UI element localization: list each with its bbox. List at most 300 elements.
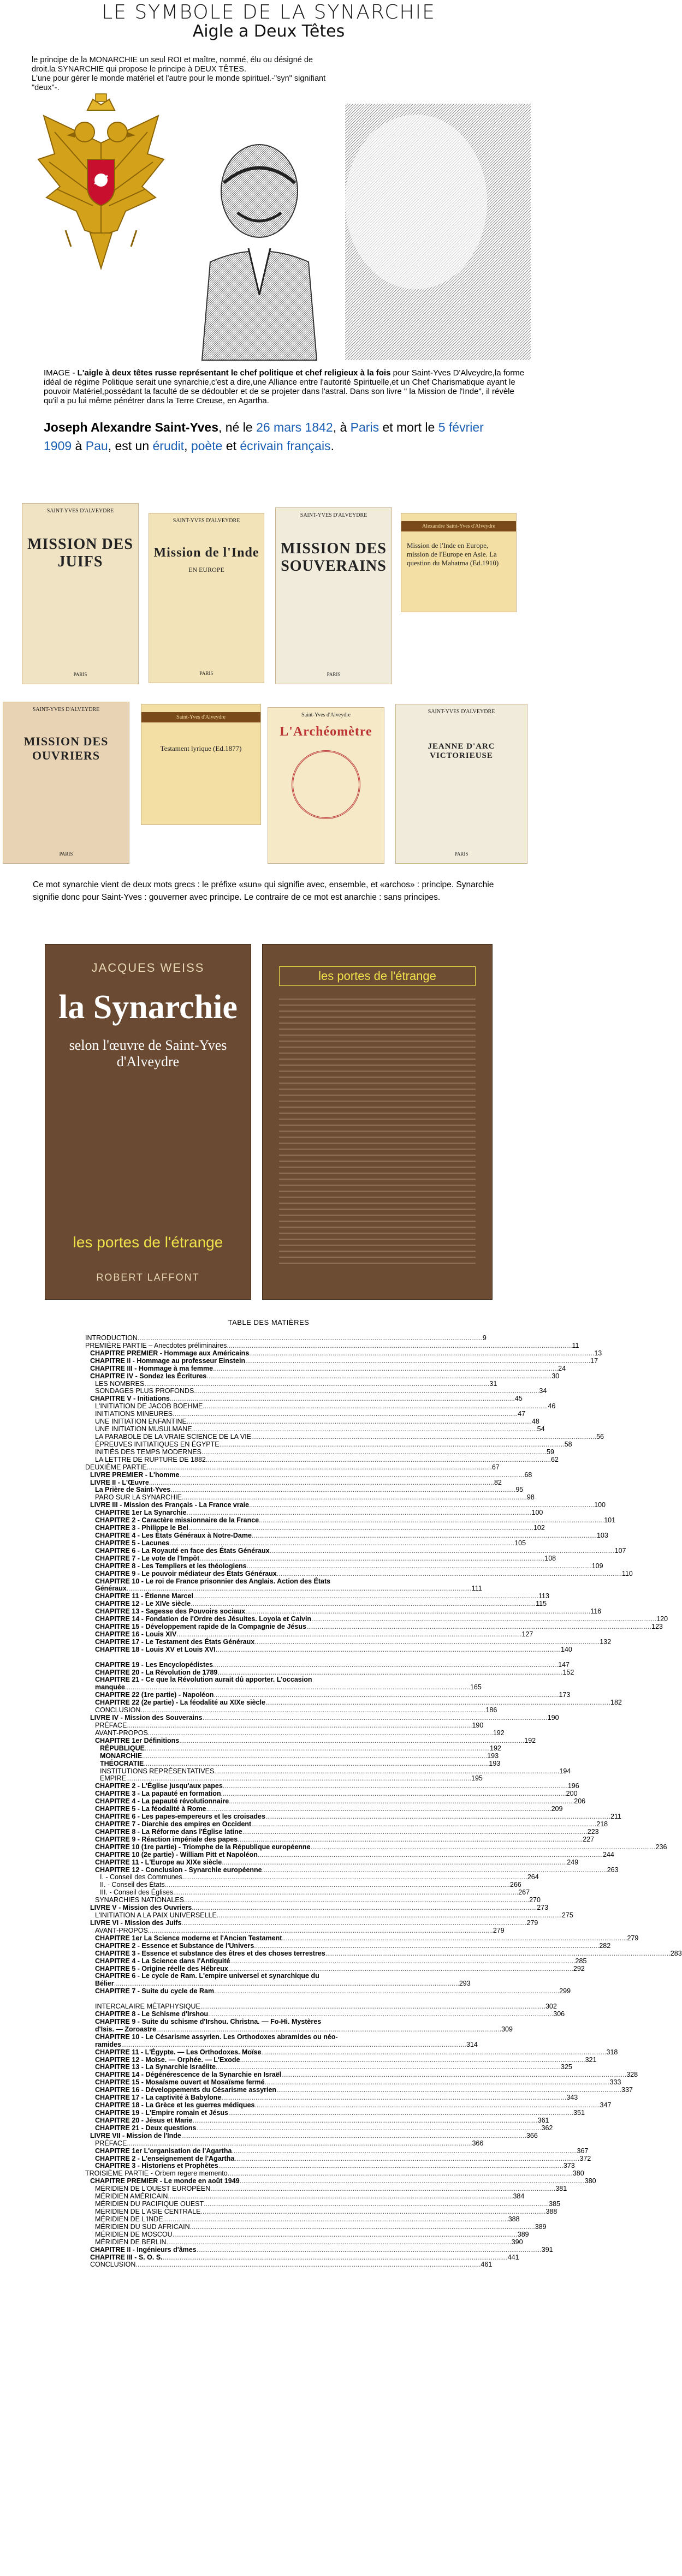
toc-page-number: 102 (533, 1524, 545, 1532)
toc-leader-dots (249, 1502, 594, 1509)
toc-page-number: 373 (563, 2162, 575, 2170)
toc-leader-dots (192, 1426, 537, 1433)
toc-page-number: 366 (472, 2139, 484, 2147)
toc-leader-dots (186, 1509, 531, 1517)
toc-page-number: 388 (508, 2215, 520, 2223)
toc-page-number: 116 (590, 1607, 602, 1616)
caption-lead: IMAGE - (44, 368, 78, 378)
toc-page-number: 47 (518, 1410, 526, 1418)
toc-entry-title: CHAPITRE 1er L'organisation de l'Agartha (95, 2147, 232, 2155)
toc-entry-title: CHAPITRE 5 - Origine réelle des Hébreux (95, 1964, 228, 1973)
toc-leader-dots (252, 1532, 597, 1540)
toc-leader-dots (270, 1547, 615, 1555)
toc-entry-title: CHAPITRE 17 - Le Testament des États Généraux (95, 1637, 255, 1646)
toc-entry (85, 2139, 484, 2148)
toc-page-number: 337 (621, 2086, 633, 2094)
toc-entry-title: CHAPITRE 13 - La Synarchie Israélite (95, 2063, 216, 2071)
toc-leader-dots (217, 1912, 562, 1920)
toc-page-number: 193 (487, 1752, 499, 1760)
toc-leader-dots (232, 2148, 577, 2155)
toc-leader-dots (325, 1950, 671, 1958)
toc-entry-title: MÉRIDIEN AMÉRICAIN (95, 2192, 168, 2201)
toc-entry-title: CHAPITRE 18 - La Grèce et les guerres médiques (95, 2101, 255, 2109)
toc-entry-title: CHAPITRE 7 - Le vote de l'Impôt (95, 1554, 200, 1562)
toc-entry (85, 1432, 604, 1441)
toc-entry (85, 1578, 407, 1586)
toc-leader-dots (170, 1395, 515, 1403)
toc-page-number: 195 (471, 1774, 483, 1783)
toc-entry (85, 1980, 471, 1988)
toc-entry (85, 1516, 616, 1525)
intro-text (32, 56, 337, 93)
toc-entry-title: III. - Conseil des Églises (100, 1888, 174, 1897)
toc-entry (85, 2215, 520, 2224)
toc-entry (85, 1813, 621, 1821)
toc-entry-title: CHAPITRE 3 - Essence et substance des êtres et des choses terrestres (95, 1949, 325, 1957)
toc-page-number: 115 (536, 1600, 547, 1608)
toc-leader-dots (311, 1844, 656, 1851)
toc-entry-title: LIVRE V - Mission des Ouvriers (90, 1904, 192, 1912)
page-title: LE SYMBOLE DE LA SYNARCHIE (102, 1, 436, 23)
toc-entry-title: LIVRE PREMIER - L'homme (90, 1471, 180, 1479)
toc-leader-dots (234, 2155, 579, 2163)
la-synarchie-book-back (262, 944, 493, 1300)
toc-page-number: 165 (470, 1683, 482, 1692)
toc-entry-title: CHAPITRE 22 (1re partie) - Napoléon (95, 1691, 214, 1699)
toc-leader-dots (254, 1943, 599, 1950)
toc-page-number: 152 (562, 1668, 574, 1676)
toc-leader-dots (127, 1722, 472, 1730)
toc-entry-title: MÉRIDIEN DE MOSCOU (95, 2230, 173, 2238)
toc-page-number: 390 (511, 2238, 523, 2246)
book-publisher: PARIS (454, 851, 468, 857)
toc-entry (85, 1850, 614, 1859)
toc-page-number: 372 (579, 2154, 591, 2162)
toc-entry-title: CHAPITRE 6 - Les papes-empereurs et les croisades (95, 1813, 265, 1821)
toc-leader-dots (169, 1540, 514, 1547)
toc-page-number: 82 (494, 1478, 502, 1486)
toc-leader-dots (125, 1684, 470, 1692)
toc-page-number: 140 (560, 1645, 572, 1653)
toc-entry-title: DEUXIÈME PARTIE (85, 1463, 147, 1471)
toc-entry (85, 1493, 535, 1502)
toc-entry-title: LIVRE IV - Mission des Souverains (90, 1714, 203, 1722)
toc-entry (85, 1714, 559, 1722)
toc-leader-dots (258, 1851, 603, 1859)
toc-leader-dots (191, 1600, 536, 1608)
toc-page-number: 318 (606, 2048, 618, 2056)
bio-text: . (330, 439, 334, 453)
toc-leader-dots (222, 1859, 567, 1867)
toc-page-number: 34 (539, 1387, 547, 1395)
toc-page-number: 325 (561, 2063, 572, 2071)
toc-page-number: 17 (590, 1356, 598, 1365)
toc-leader-dots (173, 2231, 518, 2239)
toc-page-number: 283 (670, 1949, 682, 1957)
toc-entry-title: Généraux (95, 1585, 127, 1593)
toc-entry-title: MÉRIDIEN DE L'INDE (95, 2215, 163, 2223)
toc-page-number: 48 (531, 1418, 539, 1426)
toc-page-number: 279 (493, 1926, 505, 1934)
toc-entry (85, 1858, 579, 1867)
book-cover-mission-juifs (22, 503, 139, 684)
toc-entry (85, 2094, 578, 2102)
toc-entry (85, 2238, 523, 2246)
toc-entry (85, 2124, 553, 2132)
toc-entry (85, 1949, 682, 1958)
toc-entry (85, 2003, 557, 2011)
toc-entry-title: CHAPITRE 1er Définitions (95, 1736, 180, 1744)
toc-entry-title: CHAPITRE 16 - Louis XIV (95, 1630, 177, 1638)
toc-page-number: 62 (550, 1455, 559, 1463)
toc-page-number: 328 (626, 2071, 638, 2079)
toc-entry-title: RÉPUBLIQUE (100, 1744, 145, 1752)
toc-leader-dots (197, 2246, 542, 2254)
toc-page-number: 200 (566, 1790, 578, 1798)
toc-entry-title: LES NOMBRES (95, 1379, 145, 1388)
toc-page-number: 388 (545, 2207, 558, 2215)
toc-leader-dots (114, 1980, 459, 1988)
toc-page-number: 351 (573, 2109, 585, 2117)
toc-leader-dots (254, 1639, 600, 1646)
toc-entry (85, 1699, 622, 1707)
toc-leader-dots (182, 1494, 527, 1502)
toc-entry (85, 1531, 608, 1540)
toc-leader-dots (149, 1479, 494, 1487)
toc-leader-dots (188, 1525, 533, 1532)
toc-entry (85, 1805, 563, 1813)
image-caption (44, 368, 530, 405)
toc-entry-title: CHAPITRE 2 - Caractère missionnaire de la France (95, 1516, 259, 1525)
toc-page-number: 182 (610, 1699, 622, 1707)
intro-line: droit.la SYNARCHIE qui propose le principe à DEUX TÊTES. (32, 65, 247, 74)
portrait-engraving-image (186, 131, 333, 360)
toc-page-number: 249 (567, 1858, 579, 1866)
toc-entry (85, 2040, 478, 2049)
toc-page-number: 321 (585, 2055, 597, 2064)
toc-entry (85, 1607, 602, 1616)
toc-entry-title: CHAPITRE 19 - L'Empire romain et Jésus (95, 2109, 229, 2117)
toc-leader-dots (227, 1342, 572, 1350)
toc-entry (85, 1668, 574, 1677)
toc-page-number: 227 (583, 1835, 595, 1843)
toc-page-number: 54 (537, 1425, 545, 1433)
book-cover-mission-souverains (275, 507, 392, 684)
toc-page-number: 266 (509, 1881, 521, 1889)
toc-entry (85, 1941, 611, 1950)
toc-page-number: 68 (524, 1471, 532, 1479)
toc-entry-title: CHAPITRE IV - Sondez les Écritures (90, 1372, 207, 1380)
toc-entry-title: CHAPITRE PREMIER - Le monde en août 1949 (90, 2177, 240, 2185)
bio-text: , (184, 439, 191, 453)
toc-page-number: 58 (564, 1440, 572, 1448)
toc-entry (85, 1973, 407, 1980)
toc-entry-title: CHAPITRE 1er La Science moderne et l'Ancien Testament (95, 1934, 282, 1942)
toc-page-number: 193 (489, 1759, 501, 1767)
toc-entry-title: LIVRE III - Mission des Français - La France vraie (90, 1501, 250, 1509)
toc-leader-dots (184, 1897, 529, 1904)
book-subtitle: Mission de l'Inde en Europe, mission de l'Europe en Asie. La question du Mahatma (Ed.1910) (407, 541, 499, 567)
toc-page-number: 279 (526, 1918, 538, 1927)
toc-entry (85, 1334, 487, 1342)
toc-entry-title: MÉRIDIEN DE L'OUEST EUROPÉEN (95, 2185, 211, 2193)
toc-leader-dots (176, 1631, 521, 1639)
toc-entry (85, 1790, 578, 1798)
toc-page-number: 270 (529, 1896, 541, 1904)
toc-entry-title: UNE INITIATION ENFANTINE (95, 1418, 187, 1426)
toc-entry-title: L'INITIATION A LA PAIX UNIVERSELLE (95, 1911, 217, 1920)
book-author: SAINT-YVES D'ALVEYDRE (428, 709, 495, 715)
toc-entry (85, 2253, 519, 2262)
toc-page-number: 192 (493, 1729, 505, 1737)
toc-entry-title: PRÉFACE (95, 2139, 127, 2147)
toc-leader-dots (245, 1358, 590, 1365)
cover-author: JACQUES WEISS (91, 961, 205, 975)
toc-entry-title: CHAPITRE 13 - Sagesse des Pouvoirs sociaux (95, 1607, 246, 1616)
toc-leader-dots (200, 2208, 545, 2216)
toc-entry (85, 2200, 561, 2208)
book-title: L'Archéomètre (280, 725, 372, 739)
double-headed-eagle-image (33, 94, 169, 301)
toc-leader-dots (216, 2064, 561, 2071)
toc-page-number: 113 (538, 1592, 549, 1600)
toc-leader-dots (259, 1517, 604, 1525)
toc-leader-dots (282, 1935, 627, 1943)
poete-link[interactable]: poète (191, 439, 223, 453)
toc-entry (85, 1957, 587, 1965)
toc-entry-title: CONCLUSION (90, 2261, 136, 2269)
toc-leader-dots (238, 1836, 583, 1844)
toc-page-number: 13 (594, 1349, 602, 1357)
toc-page-number: 98 (526, 1493, 535, 1502)
toc-entry-title: THÉOCRATIE (100, 1759, 144, 1767)
book-title: MISSION DES OUVRIERS (23, 734, 109, 762)
toc-leader-dots (182, 1874, 527, 1881)
toc-entry (85, 1866, 619, 1874)
toc-entry-title: CHAPITRE 5 - Lacunes (95, 1539, 170, 1547)
toc-leader-dots (247, 1563, 592, 1570)
toc-leader-dots (193, 2117, 538, 2125)
toc-leader-dots (276, 2087, 621, 2094)
toc-leader-dots (228, 2109, 573, 2117)
toc-entry (85, 1440, 572, 1449)
erudit-link[interactable]: érudit (152, 439, 185, 453)
toc-entry (85, 2169, 584, 2178)
toc-entry (85, 1455, 559, 1464)
toc-entry-title: CONCLUSION (95, 1706, 141, 1714)
toc-entry (85, 1623, 663, 1631)
table-of-contents (85, 1334, 682, 2269)
toc-entry (85, 1911, 573, 1920)
toc-entry (85, 1797, 586, 1806)
toc-entry-title: CHAPITRE 8 - Le Schisme d'Irshou (95, 2010, 209, 2018)
book-subtitle: Testament lyrique (Ed.1877) (160, 744, 242, 752)
bio-text: et (222, 439, 240, 453)
toc-leader-dots (168, 2193, 513, 2201)
bio-text: , à (333, 420, 351, 434)
book-title: MISSION DES SOUVERAINS (281, 540, 387, 575)
bio-text: , né le (218, 420, 257, 434)
toc-entry-title: TROISIÈME PARTIE - Orbem regere memento (85, 2169, 228, 2178)
toc-entry-title: CHAPITRE PREMIER - Hommage aux Américains (90, 1349, 250, 1357)
toc-entry-title: ramides (95, 2040, 121, 2048)
toc-page-number: 9 (482, 1334, 487, 1342)
toc-entry (85, 1486, 524, 1494)
toc-entry (85, 2192, 525, 2201)
toc-entry-title: CHAPITRE 2 - L'Église jusqu'aux papes (95, 1782, 223, 1790)
deathplace-link[interactable]: Pau (85, 439, 108, 453)
toc-entry (85, 1888, 530, 1897)
toc-entry-title: CHAPITRE 14 - Fondation de l'Ordre des Jésuites. Loyola et Calvin (95, 1615, 312, 1623)
toc-page-number: 380 (572, 2169, 584, 2178)
toc-entry (85, 1554, 556, 1563)
toc-leader-dots (223, 1783, 568, 1790)
toc-page-number: 105 (514, 1539, 526, 1547)
toc-entry-title: CHAPITRE 10 - Le Césarisme assyrien. Les Orthodoxes abramides ou néo- (95, 2033, 338, 2041)
toc-entry (85, 1759, 501, 1768)
toc-page-number: 190 (547, 1714, 559, 1722)
toc-leader-dots (208, 2011, 553, 2018)
toc-entry (85, 1926, 505, 1935)
toc-entry-title: INSTITUTIONS REPRÉSENTATIVES (100, 1767, 215, 1775)
toc-entry (85, 1706, 497, 1714)
toc-page-number: 299 (559, 1987, 571, 1995)
cover-publisher: ROBERT LAFFONT (96, 1272, 200, 1283)
toc-entry-title: CHAPITRE 9 - Suite du schisme d'Irshou. Christna. — Fo-Hi. Mystères (95, 2017, 322, 2025)
toc-page-number: 367 (577, 2147, 589, 2155)
toc-entry (85, 1654, 407, 1661)
toc-leader-dots (214, 1692, 559, 1699)
toc-page-number: 127 (521, 1630, 533, 1638)
toc-entry (85, 1782, 579, 1790)
toc-page-number: 186 (485, 1706, 497, 1714)
toc-entry-title: MÉRIDIEN DU PACIFIQUE OUEST (95, 2200, 204, 2208)
toc-page-number: 314 (466, 2040, 478, 2048)
toc-leader-dots (217, 1669, 562, 1677)
toc-page-number: 56 (596, 1432, 604, 1441)
toc-leader-dots (277, 1570, 622, 1578)
toc-page-number: 147 (558, 1660, 570, 1669)
book-subtitle: EN EUROPE (188, 566, 224, 573)
toc-entry (85, 1736, 536, 1745)
toc-page-number: 264 (527, 1873, 539, 1881)
toc-entry (85, 1356, 598, 1365)
toc-page-number: 384 (513, 2192, 525, 2201)
toc-page-number: 244 (602, 1850, 614, 1858)
toc-page-number: 24 (558, 1364, 566, 1372)
toc-entry (85, 1645, 572, 1654)
toc-page-number: 461 (481, 2261, 493, 2269)
toc-leader-dots (240, 2178, 585, 2185)
synarchie-definition: Ce mot synarchie vient de deux mots grecs : le préfixe «sun» qui signifie avec, ensemble, et «archos» : principe. Synarchie signifie donc pour Saint-Yves : gouverner avec principe. Le contraire de ce mot est anarchie : sans principes. (33, 880, 494, 902)
toc-leader-dots (156, 2026, 501, 2034)
toc-entry-title: CHAPITRE 12 - Conclusion - Synarchie européenne (95, 1866, 262, 1874)
toc-entry-title: MONARCHIE (100, 1752, 143, 1760)
book-publisher: PARIS (73, 672, 87, 677)
toc-page-number: 218 (596, 1820, 608, 1828)
book-author: Saint-Yves d'Alveydre (301, 712, 351, 718)
toc-entry-title: CHAPITRE V - Initiations (90, 1395, 170, 1403)
toc-page-number: 123 (651, 1623, 663, 1631)
toc-entry (85, 2086, 633, 2094)
toc-leader-dots (148, 1730, 493, 1737)
book-publisher: PARIS (199, 671, 214, 676)
death-date-link[interactable]: 5 février 1909 (44, 420, 484, 453)
toc-entry (85, 2071, 638, 2079)
toc-leader-dots (121, 2041, 466, 2049)
toc-leader-dots (306, 1623, 651, 1631)
birth-date-link[interactable]: 26 mars 1842 (256, 420, 333, 434)
toc-page-number: 109 (591, 1562, 603, 1570)
toc-leader-dots (144, 1380, 489, 1388)
toc-leader-dots (140, 1707, 485, 1714)
toc-entry (85, 1987, 571, 1995)
toc-entry-title: EMPIRE (100, 1774, 126, 1783)
toc-entry (85, 1964, 585, 1973)
toc-entry (85, 1683, 482, 1692)
toc-page-number: 110 (621, 1569, 633, 1577)
toc-entry-title: CHAPITRE 10 (2e partie) - William Pitt et Napoléon (95, 1850, 258, 1858)
toc-entry (85, 2147, 589, 2155)
toc-entry-title: PRÉFACE (95, 1722, 127, 1729)
book-publisher: PARIS (327, 672, 341, 677)
cover-collection: les portes de l'étrange (73, 1234, 223, 1251)
toc-leader-dots (135, 2261, 481, 2269)
toc-page-number: 385 (549, 2200, 561, 2208)
toc-entry (85, 2025, 513, 2034)
toc-entry-title: PREMIÈRE PARTIE – Anecdotes préliminaires (85, 1341, 227, 1349)
toc-page-number: 343 (566, 2094, 578, 2102)
bio-text: à (72, 439, 86, 453)
toc-entry (85, 1660, 570, 1669)
toc-leader-dots (230, 1958, 575, 1965)
toc-page-number: 389 (517, 2230, 529, 2238)
toc-entry (85, 1562, 603, 1570)
toc-entry (85, 2131, 538, 2140)
toc-entry (85, 1934, 639, 1943)
toc-entry (85, 2116, 549, 2125)
ecrivain-link[interactable]: écrivain français (240, 439, 331, 453)
book-cover-mission-inde (149, 513, 264, 683)
toc-page-number: 190 (472, 1722, 484, 1729)
toc-leader-dots (221, 2094, 566, 2102)
birthplace-link[interactable]: Paris (350, 420, 379, 434)
toc-page-number: 309 (501, 2025, 513, 2033)
toc-leader-dots (194, 1388, 539, 1395)
toc-entry-title: CHAPITRE 8 - Les Templiers et les théologiens (95, 1562, 247, 1570)
toc-entry-title: SYNARCHIES NATIONALES (95, 1896, 185, 1904)
toc-leader-dots (254, 2102, 600, 2109)
toc-page-number: 31 (489, 1379, 497, 1388)
toc-leader-dots (147, 1464, 492, 1472)
book-author: Alexandre Saint-Yves d'Alveydre (401, 521, 516, 531)
toc-entry (85, 1372, 560, 1380)
toc-page-number: 100 (531, 1509, 543, 1517)
toc-leader-dots (210, 2185, 555, 2193)
cover-subtitle: selon l'œuvre de Saint-Yves d'Alveydre (69, 1037, 227, 1069)
toc-page-number: 192 (524, 1736, 536, 1744)
toc-entry (85, 2010, 565, 2018)
toc-entry (85, 2018, 407, 2026)
toc-entry (85, 1691, 571, 1699)
toc-entry (85, 1835, 595, 1844)
caption-bold: L'aigle à deux têtes russe représentant le chef politique et chef religieux à la fois (77, 368, 391, 378)
toc-leader-dots (165, 1881, 510, 1889)
toc-entry-title: Bélier (95, 1980, 114, 1988)
book-cover-mission-ouvriers (3, 702, 129, 864)
toc-entry (85, 1341, 579, 1350)
toc-entry-title: manquée (95, 1683, 125, 1692)
